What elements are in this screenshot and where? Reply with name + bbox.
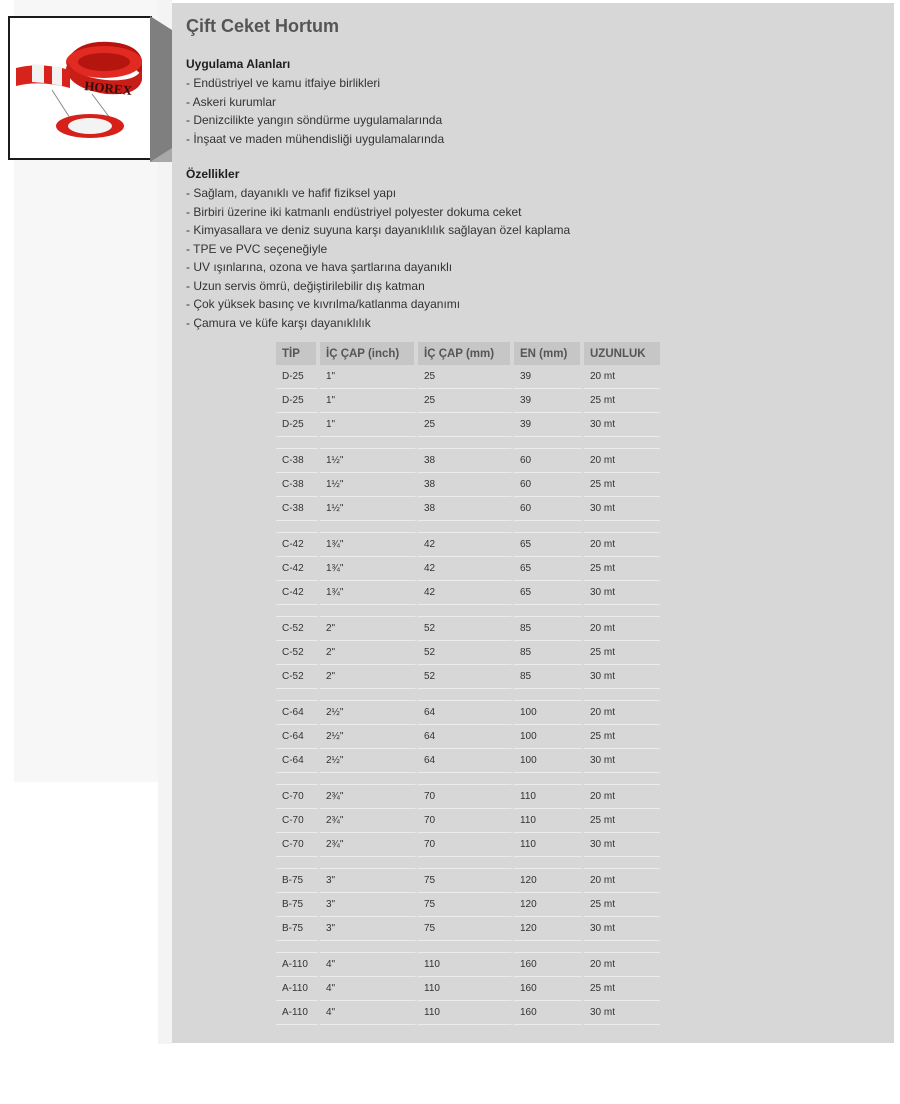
group-separator-row [276, 437, 660, 449]
cell-inner-diameter-mm: 75 [418, 869, 514, 893]
cell-inner-diameter-inch: 2¾" [320, 785, 418, 809]
cell-inner-diameter-mm: 70 [418, 833, 514, 857]
cell-inner-diameter-inch: 2½" [320, 725, 418, 749]
table-row [276, 473, 660, 497]
table-row [276, 533, 660, 557]
cell-inner-diameter-mm: 38 [418, 473, 514, 497]
table-row [276, 701, 660, 725]
cell-inner-diameter-inch: 1" [320, 413, 418, 437]
cell-type: C-52 [276, 665, 320, 689]
table-row [276, 641, 660, 665]
cell-width-mm: 110 [514, 809, 584, 833]
separator-cell [514, 605, 584, 617]
cell-type: C-52 [276, 641, 320, 665]
separator-cell [584, 857, 660, 869]
table-row [276, 413, 660, 437]
cell-width-mm: 110 [514, 833, 584, 857]
cell-type: D-25 [276, 365, 320, 389]
separator-cell [276, 437, 320, 449]
cell-length: 20 mt [584, 617, 660, 641]
cell-inner-diameter-mm: 38 [418, 449, 514, 473]
cell-width-mm: 39 [514, 365, 584, 389]
cell-width-mm: 85 [514, 665, 584, 689]
cell-width-mm: 120 [514, 917, 584, 941]
cell-width-mm: 39 [514, 413, 584, 437]
features-section [186, 166, 570, 332]
separator-cell [276, 689, 320, 701]
separator-cell [514, 689, 584, 701]
cell-length: 20 mt [584, 365, 660, 389]
application-list [186, 74, 444, 148]
cell-length: 20 mt [584, 953, 660, 977]
application-heading: Uygulama Alanları [186, 57, 291, 71]
cell-type: C-70 [276, 809, 320, 833]
cell-length: 25 mt [584, 641, 660, 665]
cell-type: C-52 [276, 617, 320, 641]
table-row [276, 557, 660, 581]
table-row [276, 1001, 660, 1025]
separator-cell [320, 857, 418, 869]
cell-width-mm: 65 [514, 557, 584, 581]
separator-cell [418, 437, 514, 449]
separator-cell [320, 605, 418, 617]
cell-length: 30 mt [584, 833, 660, 857]
cell-type: C-38 [276, 473, 320, 497]
cell-width-mm: 85 [514, 617, 584, 641]
cell-inner-diameter-mm: 64 [418, 725, 514, 749]
thumbnail-shadow [150, 16, 172, 162]
cell-type: D-25 [276, 389, 320, 413]
separator-cell [320, 773, 418, 785]
cell-inner-diameter-inch: 4" [320, 977, 418, 1001]
cell-length: 25 mt [584, 473, 660, 497]
list-item: - Denizcilikte yangın söndürme uygulamalarında [186, 113, 443, 127]
cell-inner-diameter-inch: 1¾" [320, 557, 418, 581]
cell-inner-diameter-inch: 4" [320, 1001, 418, 1025]
cell-width-mm: 60 [514, 449, 584, 473]
cell-type: C-64 [276, 749, 320, 773]
separator-cell [320, 521, 418, 533]
header-width-mm: EN (mm) [514, 342, 584, 365]
group-separator-row [276, 689, 660, 701]
table-row [276, 809, 660, 833]
cell-type: C-70 [276, 785, 320, 809]
cell-width-mm: 160 [514, 953, 584, 977]
separator-cell [514, 857, 584, 869]
cell-width-mm: 100 [514, 749, 584, 773]
table-row [276, 389, 660, 413]
cell-width-mm: 100 [514, 725, 584, 749]
cell-type: D-25 [276, 413, 320, 437]
separator-cell [514, 521, 584, 533]
list-item: - Kimyasallara ve deniz suyuna karşı dayanıklılık sağlayan özel kaplama [186, 223, 571, 237]
cell-type: A-110 [276, 1001, 320, 1025]
cell-inner-diameter-inch: 2¾" [320, 833, 418, 857]
cell-length: 30 mt [584, 665, 660, 689]
table-row [276, 497, 660, 521]
cell-length: 30 mt [584, 749, 660, 773]
list-item: - Birbiri üzerine iki katmanlı endüstriyel polyester dokuma ceket [186, 204, 522, 219]
cell-inner-diameter-inch: 3" [320, 869, 418, 893]
cell-width-mm: 60 [514, 497, 584, 521]
cell-type: A-110 [276, 977, 320, 1001]
cell-length: 25 mt [584, 977, 660, 1001]
separator-cell [584, 521, 660, 533]
cell-inner-diameter-mm: 38 [418, 497, 514, 521]
list-item: - Askeri kurumlar [186, 94, 277, 109]
cell-length: 25 mt [584, 725, 660, 749]
separator-cell [584, 941, 660, 953]
cell-length: 30 mt [584, 581, 660, 605]
cell-type: C-42 [276, 533, 320, 557]
cell-type: C-38 [276, 497, 320, 521]
cell-inner-diameter-inch: 2½" [320, 701, 418, 725]
cell-width-mm: 120 [514, 869, 584, 893]
cell-inner-diameter-mm: 110 [418, 1001, 514, 1025]
list-item: - UV ışınlarına, ozona ve hava şartlarına dayanıklı [186, 260, 453, 274]
table-row [276, 449, 660, 473]
table-body [276, 365, 660, 1025]
table-row [276, 365, 660, 389]
cell-type: B-75 [276, 917, 320, 941]
cell-inner-diameter-inch: 1½" [320, 473, 418, 497]
table-row [276, 893, 660, 917]
cell-type: C-70 [276, 833, 320, 857]
separator-cell [418, 689, 514, 701]
cell-inner-diameter-inch: 2" [320, 641, 418, 665]
separator-cell [584, 773, 660, 785]
header-length: UZUNLUK [584, 342, 660, 365]
separator-cell [514, 941, 584, 953]
cell-inner-diameter-inch: 2½" [320, 749, 418, 773]
table-row [276, 665, 660, 689]
cell-type: C-64 [276, 725, 320, 749]
table-row [276, 785, 660, 809]
separator-cell [276, 941, 320, 953]
table-row [276, 977, 660, 1001]
cell-length: 25 mt [584, 389, 660, 413]
cell-width-mm: 110 [514, 785, 584, 809]
table-row [276, 833, 660, 857]
group-separator-row [276, 605, 660, 617]
cell-width-mm: 60 [514, 473, 584, 497]
separator-cell [320, 941, 418, 953]
list-item: - İnşaat ve maden mühendisliği uygulamalarında [186, 131, 445, 146]
cell-inner-diameter-mm: 64 [418, 749, 514, 773]
cell-width-mm: 100 [514, 701, 584, 725]
cell-inner-diameter-inch: 4" [320, 953, 418, 977]
features-list [186, 184, 570, 332]
fire-hose-image [10, 18, 150, 158]
separator-cell [584, 437, 660, 449]
separator-cell [418, 941, 514, 953]
table-row [276, 953, 660, 977]
cell-length: 30 mt [584, 413, 660, 437]
separator-cell [418, 521, 514, 533]
table-row [276, 917, 660, 941]
cell-inner-diameter-mm: 25 [418, 365, 514, 389]
list-item: - Sağlam, dayanıklı ve hafif fiziksel yapı [186, 186, 397, 200]
separator-cell [418, 857, 514, 869]
cell-inner-diameter-inch: 1½" [320, 449, 418, 473]
features-heading: Özellikler [186, 167, 240, 181]
cell-type: A-110 [276, 953, 320, 977]
cell-length: 20 mt [584, 869, 660, 893]
cell-inner-diameter-inch: 1½" [320, 497, 418, 521]
list-item: - Endüstriyel ve kamu itfaiye birlikleri [186, 76, 381, 90]
separator-cell [320, 437, 418, 449]
header-type: TİP [276, 342, 320, 365]
list-item: - Çok yüksek basınç ve kıvrılma/katlanma dayanımı [186, 297, 461, 311]
cell-inner-diameter-mm: 42 [418, 533, 514, 557]
separator-cell [514, 773, 584, 785]
cell-width-mm: 160 [514, 1001, 584, 1025]
cell-inner-diameter-mm: 25 [418, 389, 514, 413]
cell-inner-diameter-mm: 52 [418, 641, 514, 665]
separator-cell [418, 605, 514, 617]
cell-inner-diameter-mm: 52 [418, 617, 514, 641]
table-row [276, 725, 660, 749]
table-row [276, 581, 660, 605]
cell-type: C-64 [276, 701, 320, 725]
cell-length: 30 mt [584, 497, 660, 521]
group-separator-row [276, 941, 660, 953]
cell-inner-diameter-mm: 42 [418, 557, 514, 581]
cell-inner-diameter-inch: 2" [320, 617, 418, 641]
header-inner-diameter-inch: İÇ ÇAP (inch) [320, 342, 418, 365]
separator-cell [276, 857, 320, 869]
table-row [276, 617, 660, 641]
cell-inner-diameter-mm: 52 [418, 665, 514, 689]
list-item: - Uzun servis ömrü, değiştirilebilir dış katman [186, 278, 425, 293]
group-separator-row [276, 857, 660, 869]
cell-width-mm: 39 [514, 389, 584, 413]
product-thumbnail[interactable] [8, 16, 152, 160]
cell-inner-diameter-mm: 75 [418, 917, 514, 941]
separator-cell [276, 521, 320, 533]
separator-cell [584, 605, 660, 617]
cell-length: 20 mt [584, 701, 660, 725]
separator-cell [584, 689, 660, 701]
separator-cell [514, 437, 584, 449]
cell-width-mm: 65 [514, 581, 584, 605]
cell-length: 20 mt [584, 785, 660, 809]
cell-length: 25 mt [584, 893, 660, 917]
cell-inner-diameter-inch: 1¾" [320, 581, 418, 605]
application-areas-section [186, 56, 444, 148]
cell-inner-diameter-inch: 2¾" [320, 809, 418, 833]
cell-inner-diameter-mm: 110 [418, 953, 514, 977]
hose-brand-text: HOREX [83, 78, 133, 98]
group-separator-row [276, 521, 660, 533]
cell-type: B-75 [276, 893, 320, 917]
cell-type: C-42 [276, 557, 320, 581]
cell-inner-diameter-inch: 3" [320, 917, 418, 941]
cell-inner-diameter-mm: 70 [418, 809, 514, 833]
cell-length: 25 mt [584, 557, 660, 581]
cell-type: C-38 [276, 449, 320, 473]
group-separator-row [276, 773, 660, 785]
cell-inner-diameter-inch: 1" [320, 365, 418, 389]
cell-inner-diameter-mm: 64 [418, 701, 514, 725]
list-item: - Çamura ve küfe karşı dayanıklılık [186, 315, 371, 330]
cell-inner-diameter-mm: 25 [418, 413, 514, 437]
cell-width-mm: 120 [514, 893, 584, 917]
cell-length: 20 mt [584, 533, 660, 557]
cell-inner-diameter-mm: 70 [418, 785, 514, 809]
cell-inner-diameter-mm: 110 [418, 977, 514, 1001]
table-row [276, 749, 660, 773]
cell-length: 30 mt [584, 1001, 660, 1025]
table-row [276, 869, 660, 893]
table-header-row [276, 342, 660, 365]
cell-inner-diameter-inch: 2" [320, 665, 418, 689]
cell-inner-diameter-inch: 3" [320, 893, 418, 917]
cell-inner-diameter-inch: 1" [320, 389, 418, 413]
cell-width-mm: 85 [514, 641, 584, 665]
cell-type: B-75 [276, 869, 320, 893]
cell-width-mm: 65 [514, 533, 584, 557]
cell-length: 30 mt [584, 917, 660, 941]
cell-inner-diameter-inch: 1¾" [320, 533, 418, 557]
separator-cell [276, 605, 320, 617]
list-item: - TPE ve PVC seçeneğiyle [186, 241, 328, 256]
separator-cell [320, 689, 418, 701]
hose-spec-table [276, 342, 660, 1025]
cell-type: C-42 [276, 581, 320, 605]
cell-inner-diameter-mm: 75 [418, 893, 514, 917]
header-inner-diameter-mm: İÇ ÇAP (mm) [418, 342, 514, 365]
separator-cell [418, 773, 514, 785]
cell-width-mm: 160 [514, 977, 584, 1001]
page-title: Çift Ceket Hortum [186, 16, 340, 36]
separator-cell [276, 773, 320, 785]
cell-length: 25 mt [584, 809, 660, 833]
cell-length: 20 mt [584, 449, 660, 473]
cell-inner-diameter-mm: 42 [418, 581, 514, 605]
